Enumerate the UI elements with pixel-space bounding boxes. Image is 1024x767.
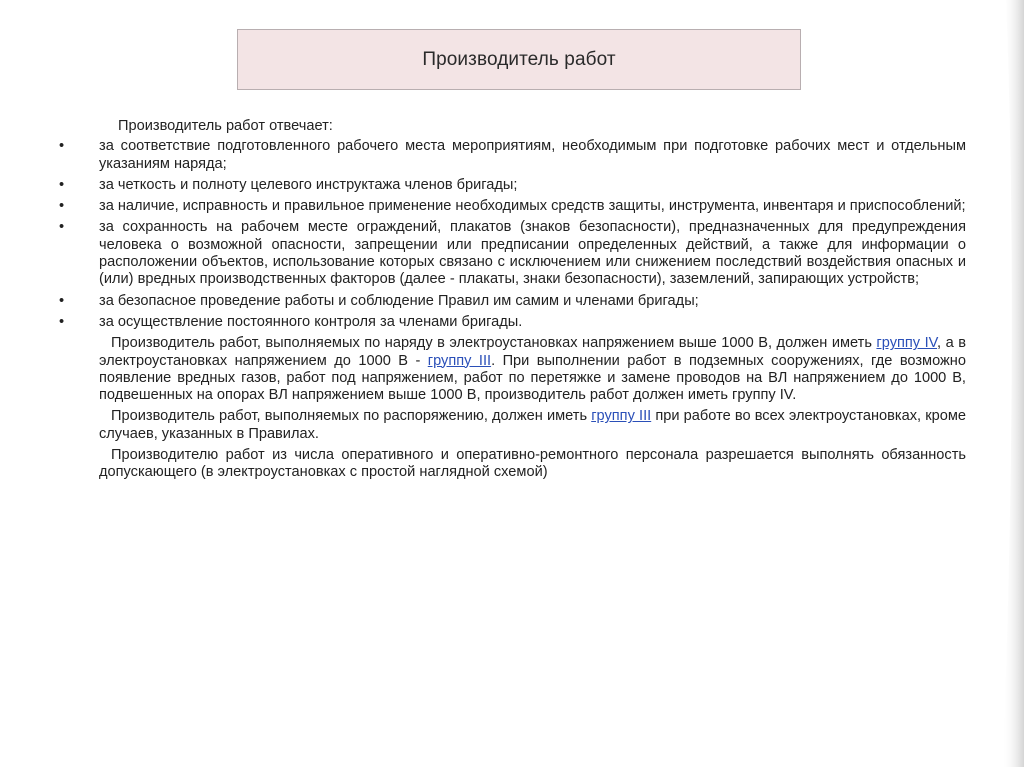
responsibility-list bbox=[59, 138, 966, 331]
slide-content bbox=[59, 118, 966, 486]
list-item bbox=[59, 293, 966, 310]
paragraph-text: . При выполнении работ в подземных сооружениях, где возможно появление вредных газов, работ под напряжением, работ по перетяжке и замене проводов на ВЛ напряжением до 1000 В, подвешенных на опорах ВЛ напряжением выше 1000 В, производитель работ должен иметь группу IV. bbox=[99, 352, 966, 404]
bullet-icon: • bbox=[59, 198, 65, 215]
list-item bbox=[59, 314, 966, 331]
paragraph-order-work bbox=[59, 408, 966, 443]
list-item-text: за безопасное проведение работы и соблюдение Правил им самим и членами бригады; bbox=[99, 292, 699, 309]
list-item bbox=[59, 198, 966, 215]
paragraph-text: , а в электроустановках напряжением до 1000 В - bbox=[99, 335, 966, 369]
intro-text: Производитель работ отвечает: bbox=[118, 118, 333, 134]
list-item-text: за наличие, исправность и правильное применение необходимых средств защиты, инструмента, инвентаря и приспособлений; bbox=[99, 198, 966, 215]
link-group-iii[interactable]: группу III bbox=[427, 352, 492, 369]
slide-title: Производитель работ bbox=[422, 48, 616, 70]
paragraph-text: при работе во всех электроустановках, кроме случаев, указанных в Правилах. bbox=[99, 408, 966, 442]
bullet-icon: • bbox=[59, 313, 65, 330]
list-item-text: за сохранность на рабочем месте ограждений, плакатов (знаков безопасности), предназначенных для предупреждения человека о возможной опасности, запрещении или предписании определенных действий, а также для информации о расположении объектов, использование которых связано с исключением или снижением последствий воздействия опасных и (или) вредных производственных факторов (далее - плакаты, знаки безопасности), заземлений, запирающих устройств; bbox=[99, 219, 966, 288]
list-item-text: за четкость и полноту целевого инструктажа членов бригады; bbox=[99, 176, 518, 193]
bullet-icon: • bbox=[59, 219, 65, 236]
link-group-iii[interactable]: группу III bbox=[591, 408, 652, 425]
page-curl-decoration bbox=[964, 0, 1024, 767]
slide-title-box bbox=[237, 29, 801, 90]
list-item-text: за осуществление постоянного контроля за членами бригады. bbox=[99, 313, 523, 330]
bullet-icon: • bbox=[59, 292, 65, 309]
list-item bbox=[59, 219, 966, 288]
bullet-icon: • bbox=[59, 176, 65, 193]
list-item bbox=[59, 138, 966, 173]
paragraph-text: Производитель работ, выполняемых по распоряжению, должен иметь bbox=[111, 408, 592, 425]
paragraph-group-requirements bbox=[59, 335, 966, 404]
paragraph-text: Производитель работ, выполняемых по наряду в электроустановках напряжением выше 1000 В, должен иметь bbox=[111, 335, 877, 352]
paragraph-operational-staff: Производителю работ из числа оперативного и оперативно-ремонтного персонала разрешается выполнять обязанность допускающего (в электроустановках с простой наглядной схемой) bbox=[99, 447, 966, 481]
bullet-icon: • bbox=[59, 138, 65, 155]
list-item-text: за соответствие подготовленного рабочего места мероприятиям, необходимым при подготовке рабочих мест и отдельным указаниям наряда; bbox=[99, 138, 966, 172]
link-group-iv[interactable]: группу IV bbox=[876, 335, 938, 352]
list-item bbox=[59, 177, 966, 194]
